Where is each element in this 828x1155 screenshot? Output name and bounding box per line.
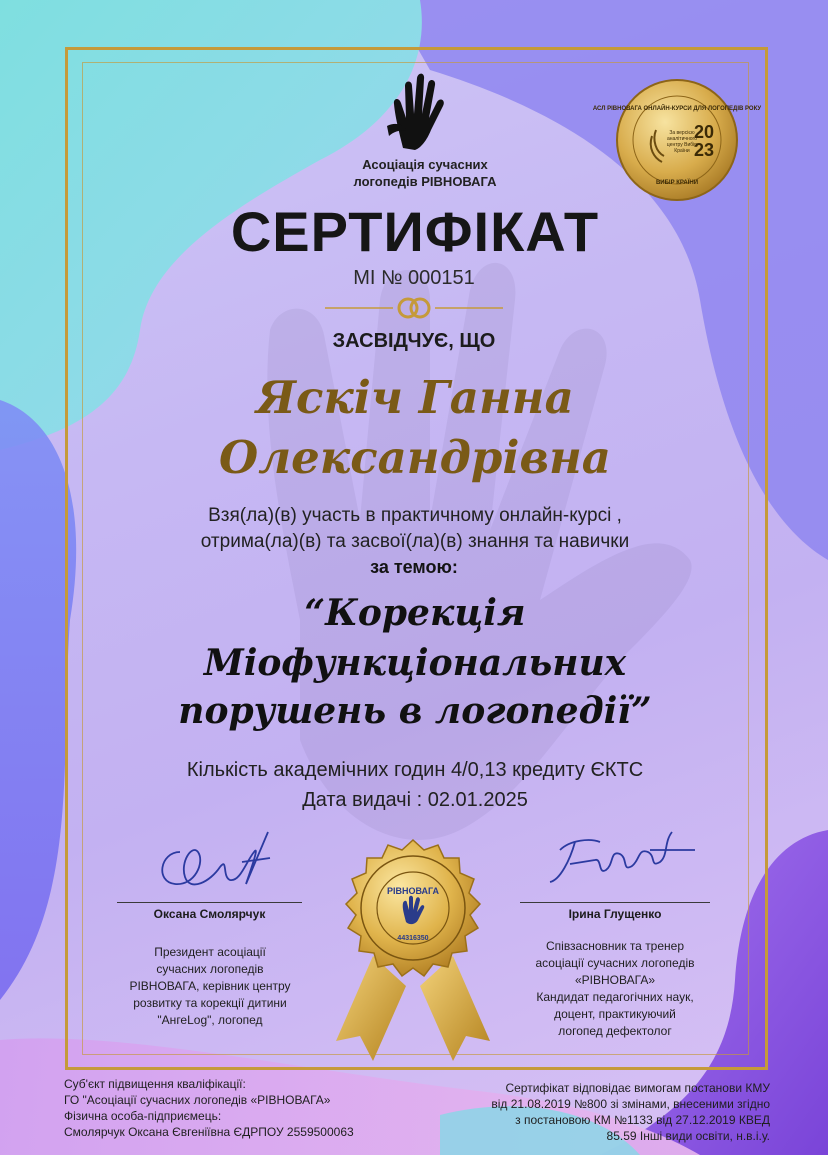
signer-left-desc-line: "АнгеLog", логопед [157, 1013, 263, 1027]
recipient-surname-name: Яскіч Ганна [256, 371, 574, 424]
signer-right-desc-line: «РІВНОВАГА» [575, 973, 655, 987]
signature-line-left [117, 902, 302, 903]
badge-middle-text: АСЛ РІВНОВАГА ОНЛАЙН-КУРСИ ДЛЯ ЛОГОПЕДІВ РОКУ [592, 106, 762, 112]
signer-left-name: Оксана Смолярчук [153, 907, 266, 921]
signer-left-description [110, 944, 310, 1029]
signature-right [540, 820, 700, 900]
organization-line2: логопедів РІВНОВАГА [353, 174, 497, 189]
organization-line1: Асоціація сучасних [362, 157, 488, 172]
signer-left-desc-line: сучасних логопедів [156, 962, 264, 976]
signer-right-description [505, 938, 725, 1040]
topic-label: за темою: [370, 557, 458, 577]
footer-right-line: з постановою КМ №1133 від 27.12.2019 КВЕД [515, 1113, 770, 1127]
participation-text [120, 503, 710, 555]
badge-year-top: 20 [693, 122, 715, 142]
participation-line1: Взя(ла)(в) участь в практичному онлайн-курсі , [208, 505, 622, 526]
signer-right-desc-line: логопед дефектолог [558, 1024, 672, 1038]
issue-date: Дата видачі : 02.01.2025 [302, 789, 528, 811]
signer-right-desc-line: Кандидат педагогічних наук, [536, 990, 694, 1004]
signer-left-desc-line: РІВНОВАГА, керівник центру [129, 979, 291, 993]
seal-code: 44316350 [397, 935, 429, 942]
signature-line-right [520, 902, 710, 903]
signer-left-desc-line: Президент асоціації [154, 945, 266, 959]
academic-hours: Кількість академічних годин 4/0,13 кредиту ЄКТС [186, 759, 644, 781]
recipient-patronymic: Олександрівна [219, 431, 611, 484]
signature-left [150, 822, 280, 902]
badge-year-bottom: 23 [693, 140, 715, 160]
signer-right-desc-line: асоціації сучасних логопедів [535, 956, 695, 970]
footer-right-line: Сертифікат відповідає вимогам постанови КМУ [505, 1081, 770, 1095]
footer-left [64, 1076, 404, 1140]
organization-name [300, 156, 550, 190]
footer-left-line: Фізична особа-підприємець: [64, 1109, 222, 1123]
footer-left-line: ГО "Асоціації сучасних логопедів «РІВНОВАГА» [64, 1093, 331, 1107]
signer-right-desc-line: доцент, практикуючий [554, 1007, 676, 1021]
gold-seal [318, 836, 508, 1066]
topic-line2: Міофункціональних [203, 642, 627, 684]
topic-line1: “Корекція [304, 592, 526, 634]
signer-right-name: Ірина Глущенко [568, 907, 662, 921]
footer-right [410, 1080, 770, 1144]
footer-left-line: Смолярчук Оксана Євгеніївна ЄДРПОУ 2559500063 [64, 1125, 354, 1139]
footer-right-line: 85.59 Інші види освіти, н.в.і.у. [606, 1129, 770, 1143]
participation-line2: отрима(ла)(в) та засвої(ла)(в) знання та навички [200, 531, 630, 552]
certificate-title: СЕРТИФІКАТ [230, 200, 600, 263]
seal-center-title: РІВНОВАГА [386, 886, 440, 896]
certificate-number: МІ № 000151 [353, 267, 475, 289]
signer-left-desc-line: розвитку та корекції дитини [133, 996, 287, 1010]
topic-line3: порушень в логопедії” [178, 690, 652, 732]
badge-bottom-text: ВИБІР КРАЇНИ [655, 180, 699, 186]
footer-right-line: від 21.08.2019 №800 зі змінами, внесеними згідно [491, 1097, 770, 1111]
certifies-text: ЗАСВІДЧУЄ, ЩО [332, 330, 496, 352]
footer-left-line: Суб'єкт підвищення кваліфікації: [64, 1077, 246, 1091]
hand-logo-icon [385, 68, 445, 150]
signer-right-desc-line: Співзасновник та тренер [545, 939, 685, 953]
rings-divider-icon [325, 296, 503, 320]
badge-small-text: За версією аналітичного центру Вибір Країни [666, 130, 698, 154]
